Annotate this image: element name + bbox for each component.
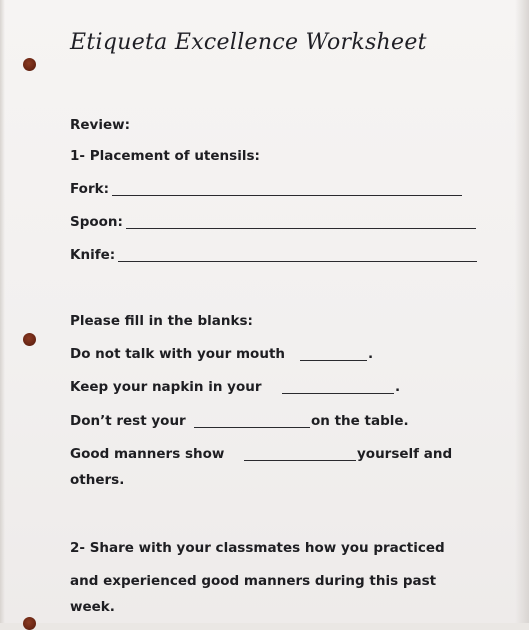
sentence2-start: Keep your napkin in your [70, 379, 262, 395]
binder-hole-bottom [23, 617, 36, 630]
sentence4-blank-line [244, 460, 356, 461]
sentence3-start: Don’t rest your [70, 413, 186, 429]
sentence4-end: others. [70, 472, 125, 488]
sentence4-start: Good manners show [70, 446, 225, 462]
paper-right-edge [515, 0, 529, 623]
worksheet-title: Etiqueta Excellence Worksheet [70, 30, 427, 55]
section1-heading: 1- Placement of utensils: [70, 148, 260, 164]
spoon-blank-line [126, 228, 476, 229]
sentence1-end: . [368, 346, 374, 362]
sentence4-middle: yourself and [357, 446, 453, 462]
review-heading: Review: [70, 117, 131, 133]
paper-left-edge [0, 0, 5, 623]
knife-blank-line [118, 261, 477, 262]
sentence2-end: . [395, 379, 401, 395]
fork-label: Fork: [70, 181, 109, 197]
knife-label: Knife: [70, 247, 116, 263]
sentence1-start: Do not talk with your mouth [70, 346, 286, 362]
sentence1-blank-line [300, 360, 367, 361]
binder-hole-middle [23, 333, 36, 346]
sentence3-blank-line [194, 427, 310, 428]
sentence3-end: on the table. [311, 413, 409, 429]
section2-line2: and experienced good manners during this past [70, 573, 437, 589]
sentence2-blank-line [282, 393, 394, 394]
section2-line1: 2- Share with your classmates how you practiced [70, 540, 445, 556]
section2-line3: week. [70, 599, 115, 615]
binder-hole-top [23, 58, 36, 71]
fill-blanks-heading: Please fill in the blanks: [70, 313, 253, 329]
spoon-label: Spoon: [70, 214, 123, 230]
fork-blank-line [112, 195, 462, 196]
